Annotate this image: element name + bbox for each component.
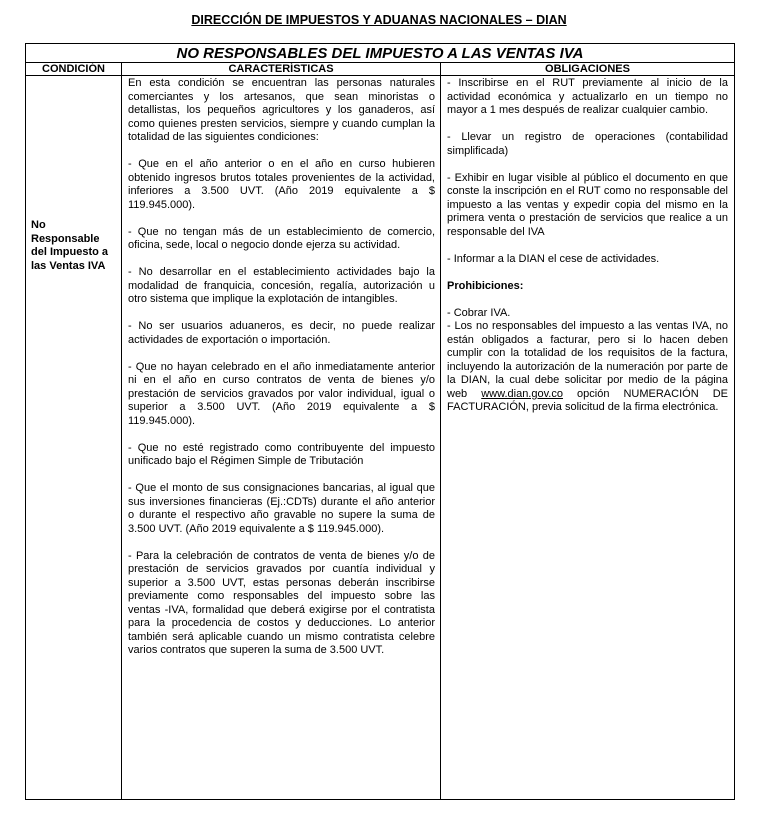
characteristic-item: - Que no esté registrado como contribuyente del impuesto unificado bajo el Régimen Simple de Tributación bbox=[128, 441, 435, 467]
document-title bbox=[0, 13, 758, 27]
dian-website-link[interactable]: www.dian.gov.co bbox=[481, 387, 563, 400]
condition-cell: No Responsable del Impuesto a las Ventas IVA bbox=[26, 76, 122, 800]
prohibition-item bbox=[447, 320, 728, 415]
characteristic-item: - Que no tengan más de un establecimiento de comercio, oficina, sede, local o negocio donde ejerza su actividad. bbox=[128, 225, 435, 251]
obligation-item: - Inscribirse en el RUT previamente al inicio de la actividad económica y actualizarlo en un tiempo no mayor a 1 mes después de realizar cualquier cambio. bbox=[447, 77, 728, 116]
prohibition-text: opción NUMERACIÓN DE FACTURACIÓN, previa solicitud de la firma electrónica. bbox=[447, 387, 728, 413]
prohibition-item: - Cobrar IVA. bbox=[447, 306, 511, 319]
column-header-caracteristicas: CARACTERÍSTICAS bbox=[122, 63, 441, 76]
banner-row bbox=[26, 44, 735, 63]
characteristics-intro: En esta condición se encuentran las personas naturales comerciantes y los artesanos, que sean minoristas o detallistas, los pequeños agricultores y los ganaderos, así como quienes presten servicios, siempre y cuando cumplan la totalidad de las siguientes condiciones: bbox=[128, 77, 435, 143]
obligation-item: - Exhibir en lugar visible al público el documento en que conste la inscripción en el RUT como no responsable del impuesto a las ventas y expedir copia del mismo en la primera venta o prestación de servicios que realice a un responsable del IVA bbox=[447, 171, 728, 238]
iva-table bbox=[25, 43, 735, 800]
characteristic-item: - Para la celebración de contratos de venta de bienes y/o de prestación de servicios gravados por cuantía individual y superior a 3.500 UVT, estas personas deberán inscribirse previamente como responsables del impuesto sobre las ventas -IVA, formalidad que deberá exigirse por el contratista para la procedencia de costos y deducciones. Lo anterior también será aplicable cuando un mismo contratista celebre varios contratos que superen la suma de 3.500 UVT. bbox=[128, 549, 435, 656]
header-row bbox=[26, 63, 735, 76]
obligation-item: - Informar a la DIAN el cese de actividades. bbox=[447, 252, 660, 265]
document-title-text: DIRECCIÓN DE IMPUESTOS Y ADUANAS NACIONALES – DIAN bbox=[191, 13, 567, 27]
column-header-obligaciones: OBLIGACIONES bbox=[441, 63, 735, 76]
table-row bbox=[26, 76, 735, 800]
characteristic-item: - No desarrollar en el establecimiento actividades bajo la modalidad de franquicia, concesión, regalía, autorización u otro sistema que implique la explotación de intangibles. bbox=[128, 266, 435, 305]
characteristic-item: - Que en el año anterior o en el año en curso hubieren obtenido ingresos brutos totales provenientes de la actividad, inferiores a 3.500 UVT. (Año 2019 equivalente a $ 119.945.000). bbox=[128, 158, 435, 211]
prohibition-text: - Los no responsables del impuesto a las ventas IVA, no están obligados a facturar, pero si lo hacen deben cumplir con la totalidad de los requisitos de la factura, incluyendo la autorización de la numeración por parte de la DIAN, la cual debe solicitar por medio de la página web bbox=[447, 320, 728, 400]
table-banner: NO RESPONSABLES DEL IMPUESTO A LAS VENTAS IVA bbox=[26, 44, 735, 63]
obligations-cell bbox=[441, 76, 735, 800]
characteristics-cell bbox=[122, 76, 441, 800]
column-header-condicion: CONDICIÓN bbox=[26, 63, 122, 76]
characteristic-item: - Que el monto de sus consignaciones bancarias, al igual que sus inversiones financieras (Ej.:CDTs) durante el año anterior o durante el respectivo año gravable no supere la suma de 3.500 UVT. (Año 2019 equivalente a $ 119.945.000). bbox=[128, 482, 435, 535]
characteristic-item: - Que no hayan celebrado en el año inmediatamente anterior ni en el año en curso contratos de venta de bienes y/o prestación de servicios gravados por valor individual, igual o superior a 3.500 UVT. (Año 2019 equivalente a $ 119.945.000). bbox=[128, 360, 435, 427]
obligation-item: - Llevar un registro de operaciones (contabilidad simplificada) bbox=[447, 131, 728, 157]
prohibitions-title: Prohibiciones: bbox=[447, 279, 524, 292]
characteristic-item: - No ser usuarios aduaneros, es decir, no puede realizar actividades de exportación o importación. bbox=[128, 320, 435, 346]
